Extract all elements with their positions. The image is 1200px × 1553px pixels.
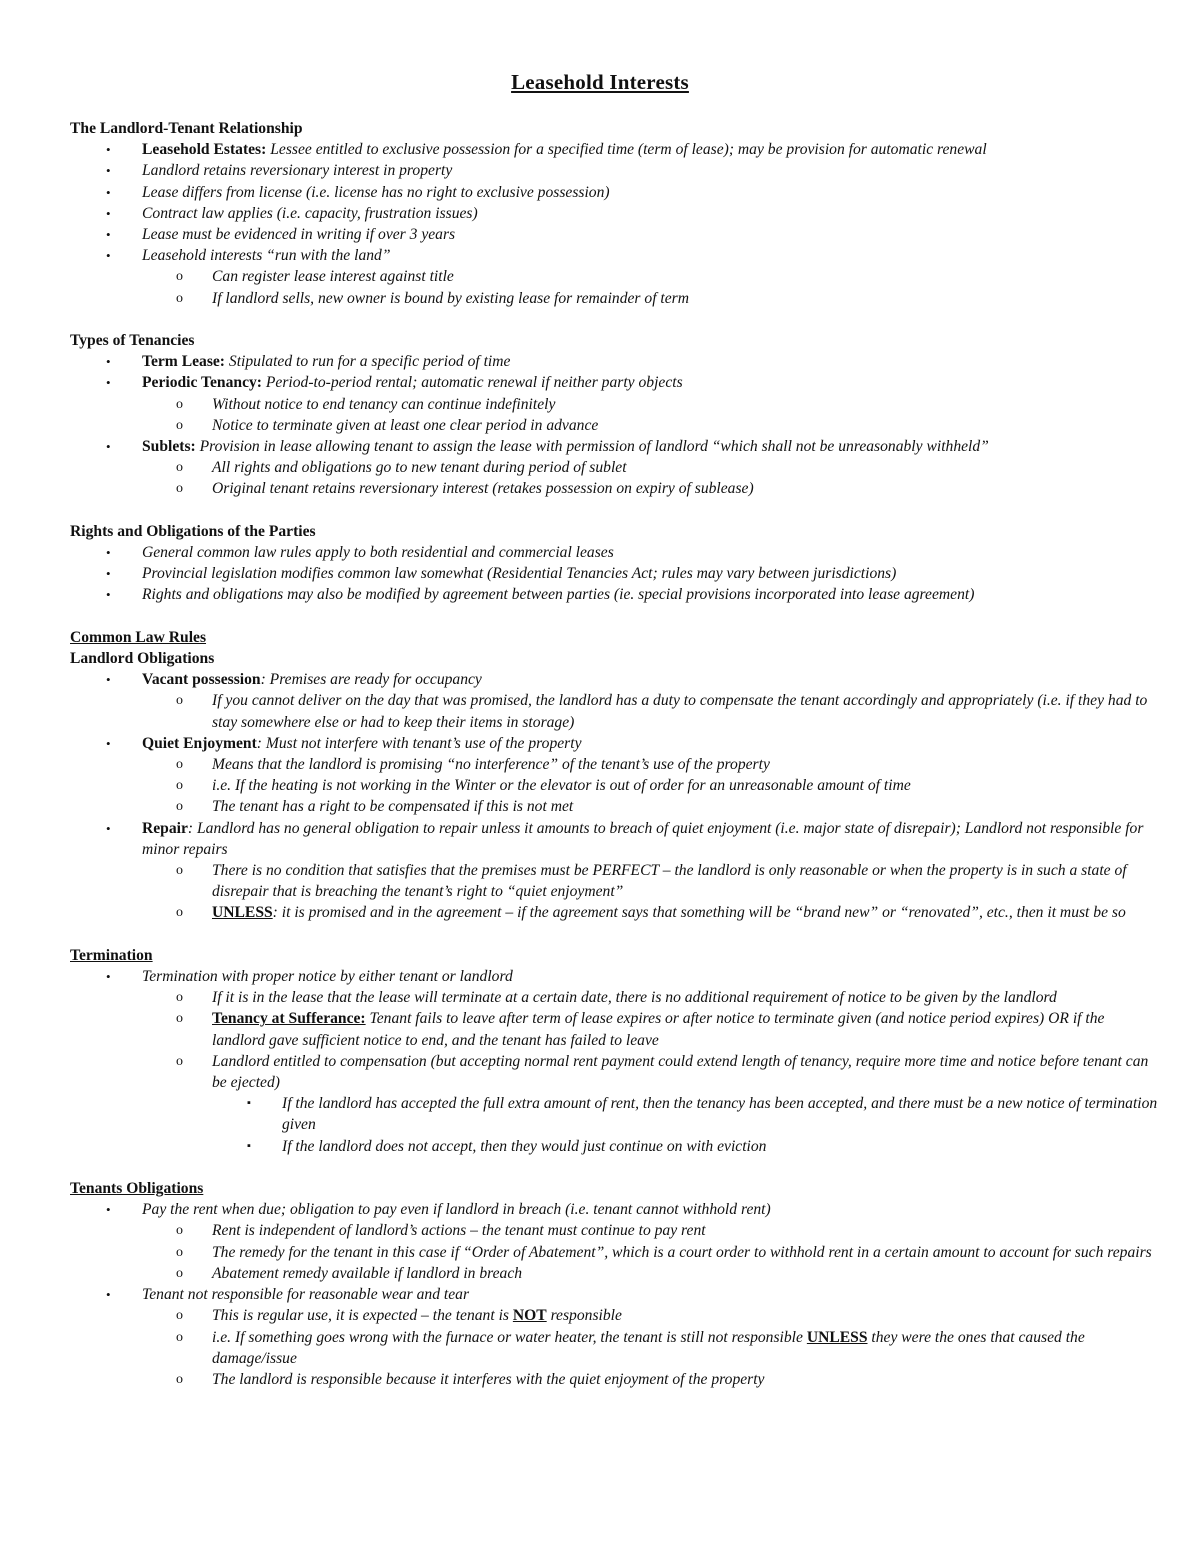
square-bullet-marker: ▪ [247,1097,251,1110]
sub-bullet-marker: o [176,1244,183,1260]
item-text: There is no condition that satisfies that the premises must be PERFECT – the landlord is only reasonable or when the property is in such a state of disrepair that is breaching the tenant’s right to “quiet enjoyment” [212,862,1127,901]
sub-list-item [70,478,1160,499]
sub-list-item [70,754,1160,775]
list-item [70,563,1160,584]
item-text: Without notice to end tenancy can continue indefinitely [212,395,556,413]
list-item [70,669,1160,690]
sub-bullet-marker: o [176,460,183,476]
item-text: If you cannot deliver on the day that was promised, the landlord has a duty to compensate the tenant accordingly and appropriately (i.e. if they had to stay somewhere else or had to keep their items in storage) [212,692,1148,731]
item-text: Leasehold interests “run with the land” [142,247,391,265]
sub-sub-list-item [70,1136,1160,1157]
sub-sub-list-item [70,1093,1160,1135]
bullet-marker: • [106,354,111,370]
sub-bullet-marker: o [176,1053,183,1069]
sub-bullet-marker: o [176,905,183,921]
item-text: Provision in lease allowing tenant to assign the lease with permission of landlord “which shall not be unreasonably withheld” [195,438,989,456]
sub-list-item [70,796,1160,817]
sub-list-item [70,1263,1160,1284]
item-text: If the landlord has accepted the full extra amount of rent, then the tenancy has been accepted, and there must be a new notice of termination given [282,1095,1158,1134]
bullet-marker: • [106,1202,111,1218]
list-item [70,733,1160,754]
sub-bullet-marker: o [176,693,183,709]
item-text: General common law rules apply to both residential and commercial leases [142,544,614,562]
spacer [70,500,1160,521]
bullet-marker: • [106,184,111,200]
item-label: Term Lease: [142,353,226,371]
list-item [70,584,1160,605]
sub-list-item [70,1327,1160,1369]
page-title: Leasehold Interests [511,70,689,94]
item-text: : Premises are ready for occupancy [260,671,482,689]
list-item [70,351,1160,372]
list-item [70,1199,1160,1220]
sub-list-item [70,266,1160,287]
item-text: Tenant fails to leave after term of lease expires or after notice to terminate given (and notice period expires) OR if the landlord gave sufficient notice to end, and the tenant has failed to leave [212,1010,1105,1049]
list-item [70,818,1160,860]
sub-bullet-marker: o [176,1265,183,1281]
item-text: The landlord is responsible because it interferes with the quiet enjoyment of the property [212,1370,765,1388]
item-text: The tenant has a right to be compensated if this is not met [212,798,574,816]
sub-bullet-marker: o [176,778,183,794]
item-text: Can register lease interest against title [212,268,454,286]
bullet-marker: • [106,439,111,455]
sub-list-item [70,457,1160,478]
list-item [70,182,1160,203]
list-item [70,203,1160,224]
list-item [70,139,1160,160]
item-text: : Must not interfere with tenant’s use of the property [256,734,582,752]
item-text: Termination with proper notice by either tenant or landlord [142,968,513,986]
item-label: Sublets: [142,438,196,456]
sub-list-item [70,1008,1160,1050]
item-text: Rent is independent of landlord’s actions – the tenant must continue to pay rent [212,1222,706,1240]
section-heading: Common Law Rules [70,628,207,646]
bullet-marker: • [106,142,111,158]
item-label: Quiet Enjoyment [142,734,257,752]
item-text: Landlord retains reversionary interest in property [142,162,453,180]
sub-bullet-marker: o [176,799,183,815]
list-item [70,1284,1160,1305]
bullet-marker: • [106,248,111,264]
sub-bullet-marker: o [176,269,183,285]
item-text: i.e. If something goes wrong with the furnace or water heater, the tenant is still not responsible [212,1328,807,1346]
list-item [70,245,1160,266]
document-body [70,118,1160,1390]
sub-list-item [70,902,1160,923]
sub-list-item [70,288,1160,309]
section-heading: Rights and Obligations of the Parties [70,522,316,540]
bullet-marker: • [106,587,111,603]
square-bullet-marker: ▪ [247,1139,251,1152]
bullet-marker: • [106,205,111,221]
item-text: Contract law applies (i.e. capacity, frustration issues) [142,204,478,222]
bullet-marker: • [106,545,111,561]
item-text: Original tenant retains reversionary interest (retakes possession on expiry of sublease) [212,480,754,498]
sub-list-item [70,1305,1160,1326]
list-item [70,966,1160,987]
item-text: Rights and obligations may also be modified by agreement between parties (ie. special provisions incorporated into lease agreement) [142,586,975,604]
item-text: Stipulated to run for a specific period of time [225,353,511,371]
sub-list-item [70,1369,1160,1390]
item-text: If the landlord does not accept, then they would just continue on with eviction [282,1137,767,1155]
emphasis-text: UNLESS [806,1328,868,1346]
item-text: Period-to-period rental; automatic renewal if neither party objects [261,374,683,392]
item-text: All rights and obligations go to new tenant during period of sublet [212,459,627,477]
bullet-marker: • [106,375,111,391]
item-text: Lease differs from license (i.e. license has no right to exclusive possession) [142,183,610,201]
sub-bullet-marker: o [176,417,183,433]
item-label: Leasehold Estates: [142,141,267,159]
item-text: Means that the landlord is promising “no interference” of the tenant’s use of the property [212,756,770,774]
sub-heading: Landlord Obligations [70,650,215,668]
item-text: This is regular use, it is expected – the tenant is [212,1307,513,1325]
sub-bullet-marker: o [176,1011,183,1027]
item-text: they were the ones that caused the damage/issue [212,1328,1085,1367]
section-heading: The Landlord-Tenant Relationship [70,120,303,137]
bullet-marker: • [106,566,111,582]
sub-bullet-marker: o [176,863,183,879]
item-label: Vacant possession [142,671,261,689]
bullet-marker: • [106,820,111,836]
sub-bullet-marker: o [176,1371,183,1387]
item-text: Pay the rent when due; obligation to pay even if landlord in breach (i.e. tenant cannot withhold rent) [142,1201,771,1219]
sub-list-item [70,860,1160,902]
spacer [70,924,1160,945]
section-heading: Tenants Obligations [70,1180,204,1198]
list-item [70,224,1160,245]
section-heading: Types of Tenancies [70,332,195,350]
item-text: Provincial legislation modifies common law somewhat (Residential Tenancies Act; rules may vary between jurisdictions) [142,565,897,583]
item-text: If it is in the lease that the lease will terminate at a certain date, there is no additional requirement of notice to be given by the landlord [212,989,1057,1007]
list-item [70,372,1160,393]
sub-bullet-marker: o [176,481,183,497]
spacer [70,1157,1160,1178]
sub-list-item [70,415,1160,436]
item-text: Lease must be evidenced in writing if over 3 years [142,226,456,244]
emphasis-text: NOT [512,1307,547,1325]
item-label: Periodic Tenancy: [142,374,262,392]
sub-list-item [70,987,1160,1008]
item-text: The remedy for the tenant in this case if “Order of Abatement”, which is a court order to withhold rent in a certain amount to account for such repairs [212,1243,1152,1261]
bullet-marker: • [106,1287,111,1303]
bullet-marker: • [106,227,111,243]
sub-bullet-marker: o [176,1223,183,1239]
bullet-marker: • [106,969,111,985]
sub-bullet-marker: o [176,396,183,412]
item-label: UNLESS [212,904,273,922]
section-heading: Termination [70,946,153,964]
sub-bullet-marker: o [176,290,183,306]
sub-list-item [70,1051,1160,1093]
item-label: Repair [142,819,188,837]
spacer [70,309,1160,330]
item-label: Tenancy at Sufferance: [212,1010,366,1028]
sub-bullet-marker: o [176,1308,183,1324]
list-item [70,542,1160,563]
list-item [70,436,1160,457]
bullet-marker: • [106,672,111,688]
item-text: Lessee entitled to exclusive possession for a specified time (term of lease); may be provision for automatic renewal [266,141,987,159]
sub-list-item [70,1220,1160,1241]
bullet-marker: • [106,163,111,179]
sub-bullet-marker: o [176,1329,183,1345]
sub-list-item [70,775,1160,796]
bullet-marker: • [106,735,111,751]
sub-bullet-marker: o [176,757,183,773]
item-text: Notice to terminate given at least one clear period in advance [212,416,599,434]
item-text: i.e. If the heating is not working in the Winter or the elevator is out of order for an unreasonable amount of time [212,777,911,795]
sub-list-item [70,690,1160,732]
spacer [70,606,1160,627]
item-text: responsible [546,1307,622,1325]
sub-list-item [70,394,1160,415]
item-text: If landlord sells, new owner is bound by existing lease for remainder of term [212,289,690,307]
sub-list-item [70,1242,1160,1263]
item-text: Landlord entitled to compensation (but accepting normal rent payment could extend length of tenancy, require more time and notice before tenant can be ejected) [212,1052,1149,1092]
item-text: Abatement remedy available if landlord in breach [212,1264,523,1282]
item-text: : it is promised and in the agreement – if the agreement says that something will be “brand new” or “renovated”, etc., then it must be so [272,904,1126,922]
list-item [70,160,1160,181]
item-text: : Landlord has no general obligation to repair unless it amounts to breach of quiet enjoyment (i.e. major state of disrepair); Landlord not responsible for minor repairs [142,819,1144,858]
sub-bullet-marker: o [176,990,183,1006]
item-text: Tenant not responsible for reasonable wear and tear [142,1286,470,1304]
